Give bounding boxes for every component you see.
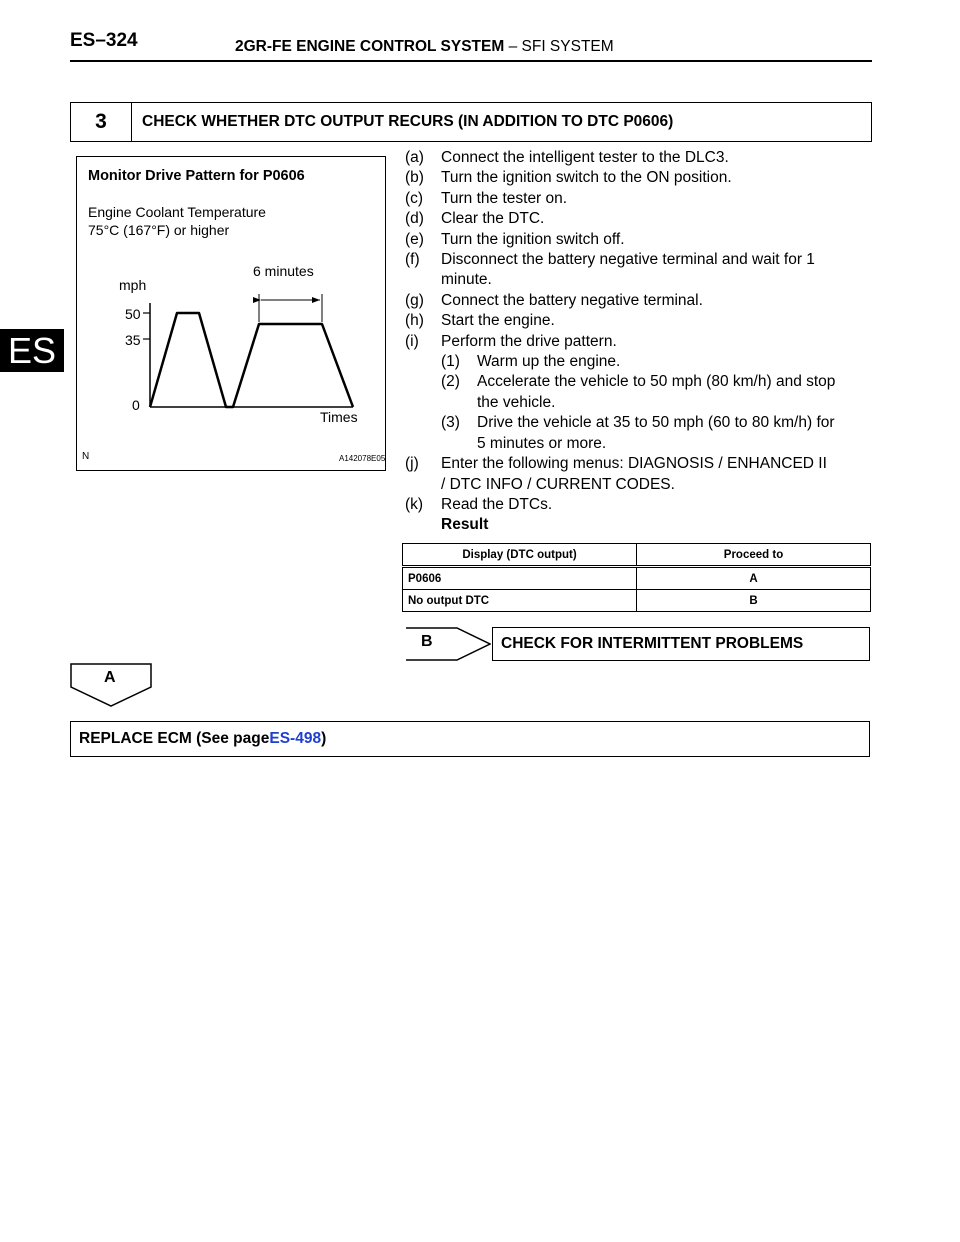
step-title: CHECK WHETHER DTC OUTPUT RECURS (IN ADDITION TO DTC P0606) <box>142 113 674 130</box>
result-cell-display: P0606 <box>403 567 637 590</box>
step-header <box>70 102 872 142</box>
step-label: (i) <box>405 332 419 350</box>
procedure-step <box>405 189 875 209</box>
procedure-step <box>405 495 875 515</box>
step-label: (a) <box>405 149 424 166</box>
procedure-step <box>405 230 875 250</box>
procedure-step <box>405 352 875 372</box>
y-tick-0: 0 <box>132 397 140 413</box>
page-number: ES–324 <box>70 30 138 51</box>
step-text: Perform the drive pattern. <box>441 332 617 350</box>
diagram-figure-id: A142078E05 <box>339 454 386 463</box>
step-text: Turn the ignition switch to the ON position. <box>441 169 732 187</box>
step-label: (e) <box>405 230 424 248</box>
step-text-continued: 5 minutes or more. <box>477 434 607 452</box>
procedure-step <box>405 454 875 474</box>
diagram-y-unit: mph <box>119 277 147 293</box>
step-label: (h) <box>405 312 424 330</box>
procedure-step <box>405 250 875 270</box>
procedure-step <box>405 413 875 433</box>
step-text: Warm up the engine. <box>477 353 621 371</box>
diagram-title: Monitor Drive Pattern for P0606 <box>88 168 305 184</box>
step-text: Disconnect the battery negative terminal and wait for 1 <box>441 251 815 269</box>
step-text: Turn the ignition switch off. <box>441 230 625 248</box>
step-text: Clear the DTC. <box>441 210 545 228</box>
header-subtitle: – SFI SYSTEM <box>504 38 614 55</box>
step-label: (b) <box>405 169 424 187</box>
result-cell-proceed: A <box>637 567 871 590</box>
replace-text: REPLACE ECM (See page <box>79 730 270 747</box>
step-label: (d) <box>405 210 424 228</box>
procedure-step <box>405 209 875 229</box>
step-text: Drive the vehicle at 35 to 50 mph (60 to 80 km/h) for <box>477 414 835 432</box>
procedure-step <box>405 148 875 168</box>
step-label: (g) <box>405 291 424 309</box>
diagram-condition-line1: Engine Coolant Temperature <box>88 204 266 220</box>
page-header <box>235 38 614 56</box>
procedure-step <box>405 332 875 352</box>
step-text-continued: minute. <box>441 271 492 289</box>
drive-pattern-diagram <box>76 156 386 471</box>
section-tab: ES <box>0 329 64 372</box>
step-text-continued: / DTC INFO / CURRENT CODES. <box>441 475 675 493</box>
replace-ecm-box <box>70 721 870 757</box>
step-text: Start the engine. <box>441 312 555 330</box>
header-rule <box>70 60 872 62</box>
step-text: Connect the battery negative terminal. <box>441 291 703 309</box>
header-title: 2GR-FE ENGINE CONTROL SYSTEM <box>235 38 505 55</box>
step-text-continued: the vehicle. <box>477 393 556 411</box>
result-header-proceed: Proceed to <box>637 544 871 567</box>
procedure-step <box>405 311 875 331</box>
diagram-corner-mark: N <box>82 451 90 462</box>
diagram-condition-line2: 75°C (167°F) or higher <box>88 222 230 238</box>
step-label: (f) <box>405 251 420 269</box>
table-row <box>403 567 871 590</box>
step-text: Read the DTCs. <box>441 495 553 513</box>
step-text: Turn the tester on. <box>441 189 568 207</box>
drive-pattern-trace <box>150 313 353 407</box>
step-label: (j) <box>405 455 419 473</box>
diagram-duration-label: 6 minutes <box>253 263 314 279</box>
result-cell-proceed: B <box>637 590 871 612</box>
procedure-step <box>405 168 875 188</box>
y-tick-35: 35 <box>125 332 141 348</box>
step-label: (2) <box>441 373 460 391</box>
step-label: (c) <box>405 189 424 207</box>
diagram-x-label: Times <box>320 409 358 425</box>
step-text: Accelerate the vehicle to 50 mph (80 km/h) and stop <box>477 373 836 391</box>
procedure-step <box>405 291 875 311</box>
step-number: 3 <box>71 103 132 141</box>
y-tick-50: 50 <box>125 306 141 322</box>
drive-pattern-graph <box>77 157 385 470</box>
branch-b-arrow <box>405 627 491 661</box>
table-row <box>403 590 871 612</box>
branch-a-arrow <box>70 663 152 707</box>
es-498-link[interactable]: ES-498 <box>269 730 322 747</box>
procedure-step <box>405 372 875 392</box>
result-table <box>402 543 871 612</box>
step-text: Enter the following menus: DIAGNOSIS / ENHANCED II <box>441 455 827 473</box>
result-header-display: Display (DTC output) <box>403 544 637 567</box>
result-table-header <box>403 544 871 567</box>
step-label: (3) <box>441 414 460 432</box>
result-label: Result <box>441 516 489 534</box>
step-label: (1) <box>441 353 460 371</box>
replace-close: ) <box>321 730 327 747</box>
branch-a-label: A <box>104 669 116 686</box>
procedure-steps <box>405 148 875 536</box>
step-text: Connect the intelligent tester to the DLC3. <box>441 149 729 166</box>
step-label: (k) <box>405 495 424 513</box>
branch-b-label: B <box>421 633 433 650</box>
result-cell-display: No output DTC <box>403 590 637 612</box>
intermittent-problems-box: CHECK FOR INTERMITTENT PROBLEMS <box>492 627 870 661</box>
